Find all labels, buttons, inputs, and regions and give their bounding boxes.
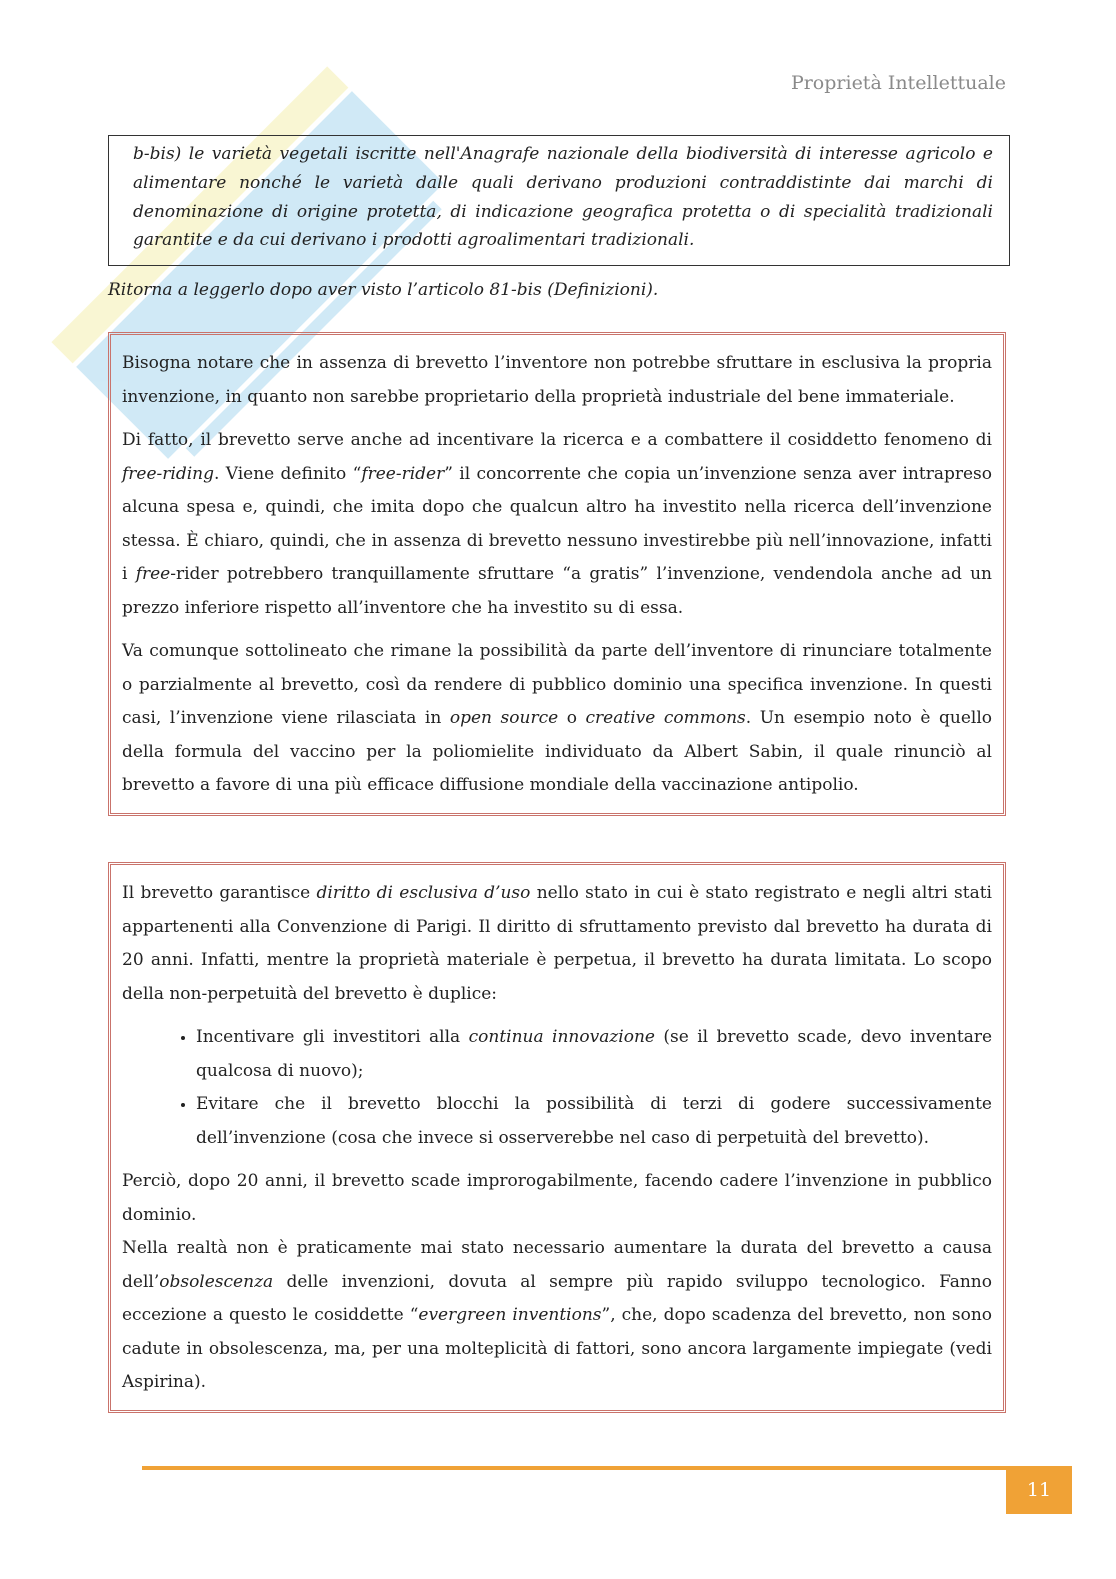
paragraph: Di fatto, il brevetto serve anche ad incentivare la ricerca e a combattere il cosiddetto fenomeno di free-riding. Viene definito “free-rider” il concorrente che copia un’invenzione senza aver intrapreso alcuna spesa e, quindi, che imita dopo che qualcun altro ha investito nella ricerca dell’invenzione stessa. È chiaro, quindi, che in assenza di brevetto nessuno investirebbe più nell’innovazione, infatti i free-rider potrebbero tranquillamente sfruttare “a gratis” l’invenzione, vendendola anche ad un prezzo inferiore rispetto all’inventore che ha investito su di essa. — [122, 430, 993, 618]
page-number: 11 — [1006, 1466, 1072, 1514]
paragraph: Bisogna notare che in assenza di brevetto l’inventore non potrebbe sfruttare in esclusiva la propria invenzione, in quanto non sarebbe proprietario della proprietà industriale del bene immateriale. — [122, 353, 992, 407]
quote-box — [108, 135, 1010, 266]
reading-note: Ritorna a leggerlo dopo aver visto l’articolo 81-bis (Definizioni). — [108, 280, 659, 300]
bullet-list — [122, 1021, 992, 1155]
paragraph: Il brevetto garantisce diritto di esclusiva d’uso nello stato in cui è stato registrato e negli altri stati appartenenti alla Convenzione di Parigi. Il diritto di sfruttamento previsto dal brevetto ha durata di 20 anni. Infatti, mentre la proprietà materiale è perpetua, il brevetto ha durata limitata. Lo scopo della non-perpetuità del brevetto è duplice: — [122, 883, 992, 1004]
paragraph: Va comunque sottolineato che rimane la possibilità da parte dell’inventore di rinunciare totalmente o parzialmente al brevetto, così da rendere di pubblico dominio una specifica invenzione. In questi casi, l’invenzione viene rilasciata in open source o creative commons. Un esempio noto è quello della formula del vaccino per la poliomielite individuato da Albert Sabin, il quale rinunciò al brevetto a favore di una più efficace diffusione mondiale della vaccinazione antipolio. — [122, 641, 993, 795]
paragraph: Nella realtà non è praticamente mai stato necessario aumentare la durata del brevetto a causa dell’obsolescenza delle invenzioni, dovuta al sempre più rapido sviluppo tecnologico. Fanno eccezione a questo le cosiddette “evergreen inventions”, che, dopo scadenza del brevetto, non sono cadute in obsolescenza, ma, per una molteplicità di fattori, sono ancora largamente impiegate (vedi Aspirina). — [122, 1238, 992, 1392]
paragraph: Perciò, dopo 20 anni, il brevetto scade improrogabilmente, facendo cadere l’invenzione in pubblico dominio. — [122, 1171, 992, 1225]
quote-text: b-bis) le varietà vegetali iscritte nell'Anagrafe nazionale della biodiversità di interesse agricolo e alimentare nonché le varietà dalle quali derivano produzioni contraddistinte dai marchi di denominazione di origine protetta, di indicazione geografica protetta o di specialità tradizionali garantite e da cui derivano i prodotti agroalimentari tradizionali. — [133, 144, 993, 251]
footer-divider — [142, 1466, 1006, 1470]
page-header-title: Proprietà Intellettuale — [790, 72, 1006, 94]
patent-duration-box — [108, 862, 1006, 1413]
list-item: • Evitare che il brevetto blocchi la possibilità di terzi di godere successivamente dell’invenzione (cosa che invece si osserverebbe nel caso di perpetuità del brevetto). — [196, 1088, 992, 1155]
list-item: • Incentivare gli investitori alla continua innovazione (se il brevetto scade, devo inventare qualcosa di nuovo); — [196, 1021, 992, 1088]
patent-explanation-box — [108, 332, 1006, 816]
